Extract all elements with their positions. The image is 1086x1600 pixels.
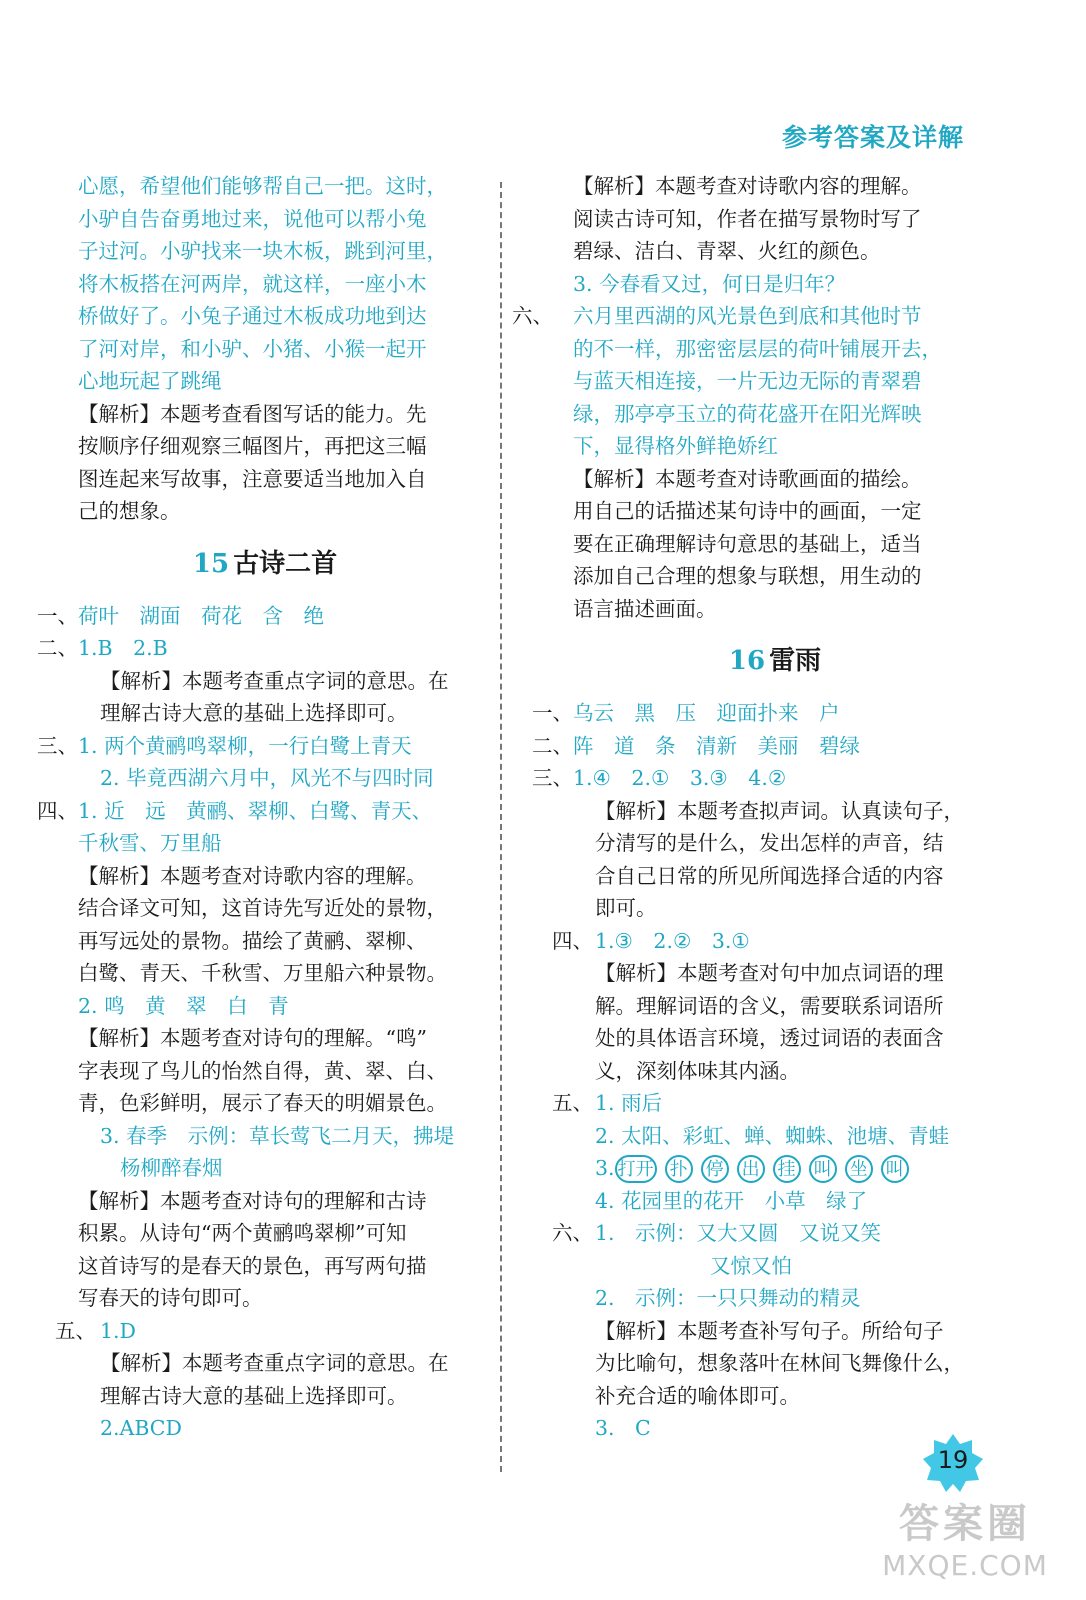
question-mark: 六、 — [552, 1221, 593, 1245]
question-mark: 六、 — [512, 304, 553, 328]
answer-line: 与蓝天相连接，一片无边无际的青翠碧 — [573, 369, 922, 393]
analysis-line: 图连起来写故事，注意要适当地加入自 — [78, 466, 427, 491]
question-mark: 一、 — [532, 701, 573, 725]
analysis-line: 即可。 — [595, 896, 657, 920]
analysis-line: 白鹭、青天、千秋雪、万里船六种景物。 — [78, 961, 447, 985]
analysis-line: 处的具体语言环境，透过词语的表面含 — [595, 1026, 944, 1050]
story-line: 心愿，希望他们能够帮自己一把。这时， — [78, 174, 447, 198]
question-mark: 四、 — [552, 928, 593, 953]
question-mark: 四、 — [37, 798, 78, 823]
page-header-title: 参考答案及详解 — [781, 123, 964, 152]
analysis-line: 理解古诗大意的基础上选择即可。 — [100, 1383, 408, 1408]
watermark-url: MXQE.COM — [882, 1549, 1048, 1582]
analysis-line: 阅读古诗可知，作者在描写景物时写了 — [573, 206, 922, 231]
analysis-line: 【解析】本题考查拟声词。认真读句子， — [595, 798, 964, 823]
circled-word: 挂 — [773, 1155, 801, 1183]
analysis-line: 【解析】本题考查重点字词的意思。在 — [100, 668, 449, 693]
story-line: 将木板搭在河两岸，就这样，一座小木 — [78, 271, 427, 296]
answer-line: 2. 毕竟西湖六月中，风光不与四时同 — [100, 766, 434, 790]
circled-word: 扑 — [665, 1155, 693, 1183]
question-mark: 一、 — [37, 603, 78, 628]
answer-line: 下，显得格外鲜艳娇红 — [573, 434, 778, 458]
answer-line: 2.ABCD — [100, 1416, 182, 1440]
answer-line: 又惊又怕 — [710, 1253, 792, 1278]
story-line: 小驴自告奋勇地过来，说他可以帮小兔 — [78, 206, 427, 231]
column-divider — [500, 182, 502, 1472]
answer-line: 一、 乌云 黑 压 迎面扑来 户 — [525, 697, 1025, 730]
answer-line: 三、 1. 两个黄鹂鸣翠柳，一行白鹭上青天 — [30, 730, 500, 763]
analysis-line: 义，深刻体味其内涵。 — [595, 1058, 800, 1083]
analysis-line: 按顺序仔细观察三幅图片，再把这三幅 — [78, 434, 427, 458]
analysis-line: 为比喻句，想象落叶在林间飞舞像什么， — [595, 1351, 964, 1375]
analysis-line: 【解析】本题考查补写句子。所给句子 — [595, 1318, 944, 1343]
left-column — [30, 170, 500, 1445]
analysis-line: 【解析】本题考查重点字词的意思。在 — [100, 1351, 449, 1375]
analysis-line: 补充合适的喻体即可。 — [595, 1383, 800, 1408]
answer-line: 四、 1. 近 远 黄鹂、翠柳、白鹭、青天、 — [30, 795, 500, 828]
analysis-line: 结合译文可知，这首诗先写近处的景物， — [78, 896, 447, 920]
analysis-line: 碧绿、洁白、青翠、火红的颜色。 — [573, 239, 881, 263]
answer-line: 2. 太阳、彩虹、蝉、蜘蛛、池塘、青蛙 — [595, 1123, 950, 1148]
page-number-badge — [922, 1432, 984, 1494]
analysis-line: 【解析】本题考查看图写话的能力。先 — [78, 401, 427, 426]
question-mark: 三、 — [532, 766, 573, 790]
analysis-line: 【解析】本题考查对诗句的理解。“鸣” — [78, 1026, 427, 1050]
question-mark: 二、 — [532, 733, 573, 758]
analysis-line: 【解析】本题考查对诗句的理解和古诗 — [78, 1188, 427, 1213]
story-line: 桥做好了。小兔子通过木板成功地到达 — [78, 304, 427, 328]
section-title-text: 雷雨 — [769, 646, 822, 676]
answer-line: 五、 1. 雨后 — [525, 1087, 1025, 1120]
answer-line: 杨柳醉春烟 — [120, 1156, 223, 1180]
story-line: 了河对岸，和小驴、小猪、小猴一起开 — [78, 336, 427, 361]
section-title-text: 古诗二首 — [233, 548, 338, 579]
analysis-line: 这首诗写的是春天的景色，再写两句描 — [78, 1253, 427, 1278]
question-mark: 二、 — [37, 636, 78, 660]
analysis-line: 【解析】本题考查对诗歌画面的描绘。 — [573, 466, 922, 491]
answer-line: 二、 阵 道 条 清新 美丽 碧绿 — [525, 730, 1025, 763]
answer-line: 的不一样，那密密层层的荷叶铺展开去， — [573, 336, 942, 361]
circled-word: 停 — [701, 1155, 729, 1183]
circled-word: 打开 — [615, 1155, 657, 1183]
answer-line: 4. 花园里的花开 小草 绿了 — [595, 1188, 868, 1213]
circled-word: 出 — [737, 1155, 765, 1183]
analysis-line: 青，色彩鲜明，展示了春天的明媚景色。 — [78, 1091, 447, 1115]
analysis-line: 写春天的诗句即可。 — [78, 1286, 263, 1310]
analysis-line: 解。理解词语的含义，需要联系词语所 — [595, 993, 944, 1018]
circled-word: 叫 — [809, 1155, 837, 1183]
right-column — [512, 170, 1025, 1445]
analysis-line: 【解析】本题考查对诗歌内容的理解。 — [573, 174, 922, 198]
answer-line: 2. 示例：一只只舞动的精灵 — [595, 1286, 861, 1310]
answer-line: 一、 荷叶 湖面 荷花 含 绝 — [30, 600, 500, 633]
analysis-line: 再写远处的景物。描绘了黄鹂、翠柳、 — [78, 928, 427, 953]
answer-line: 3. 今春看又过，何日是归年？ — [573, 271, 846, 296]
answer-line: 3. C — [595, 1416, 651, 1440]
analysis-line: 理解古诗大意的基础上选择即可。 — [100, 701, 408, 725]
analysis-line: 合自己日常的所见所闻选择合适的内容 — [595, 863, 944, 888]
section-16-title — [525, 625, 1025, 697]
analysis-line: 要在正确理解诗句意思的基础上，适当 — [573, 531, 922, 556]
section-number: 16 — [728, 646, 766, 676]
answer-line: 2. 鸣 黄 翠 白 青 — [78, 993, 289, 1018]
watermark-logo: 答案圈 — [899, 1501, 1031, 1547]
watermark — [860, 1500, 1070, 1592]
question-mark: 五、 — [552, 1091, 593, 1115]
section-15-title — [30, 528, 500, 600]
analysis-line: 添加自己合理的想象与联想，用生动的 — [573, 564, 922, 588]
answer-line: 3. 春季 示例：草长莺飞二月天，拂堤 — [100, 1123, 455, 1148]
answer-line: 二、 1.B 2.B — [30, 632, 500, 665]
section-number: 15 — [192, 548, 230, 579]
answer-line: 千秋雪、万里船 — [78, 831, 222, 855]
answer-line: 六、 1. 示例：又大又圆 又说又笑 — [525, 1217, 1025, 1250]
analysis-line: 积累。从诗句“两个黄鹂鸣翠柳”可知 — [78, 1221, 407, 1245]
analysis-line: 【解析】本题考查对诗歌内容的理解。 — [78, 863, 427, 888]
question-mark: 五、 — [55, 1318, 96, 1343]
story-line: 心地玩起了跳绳 — [78, 369, 222, 393]
circled-word: 坐 — [845, 1155, 873, 1183]
analysis-line: 语言描述画面。 — [573, 596, 717, 621]
analysis-line: 【解析】本题考查对句中加点词语的理 — [595, 961, 944, 985]
page-number: 19 — [937, 1446, 969, 1474]
analysis-line: 字表现了鸟儿的怡然自得，黄、翠、白、 — [78, 1058, 447, 1083]
analysis-line: 己的想象。 — [78, 499, 181, 523]
story-line: 子过河。小驴找来一块木板，跳到河里， — [78, 239, 447, 263]
question-mark: 三、 — [37, 733, 78, 758]
analysis-line: 分清写的是什么，发出怎样的声音，结 — [595, 831, 944, 855]
answer-line: 六、 六月里西湖的风光景色到底和其他时节 — [525, 300, 1025, 333]
answer-line: 三、 1.④ 2.① 3.③ 4.② — [525, 762, 1025, 795]
answer-line: 四、 1.③ 2.② 3.① — [525, 925, 1025, 958]
analysis-line: 用自己的话描述某句诗中的画面，一定 — [573, 499, 922, 523]
circled-word: 叫 — [881, 1155, 909, 1183]
answer-line: 五、 1.D — [30, 1315, 500, 1348]
answer-line: 绿，那亭亭玉立的荷花盛开在阳光辉映 — [573, 401, 922, 426]
circled-words-line: 3. 打开 扑 停 出 挂 叫 坐 叫 — [525, 1152, 1025, 1185]
